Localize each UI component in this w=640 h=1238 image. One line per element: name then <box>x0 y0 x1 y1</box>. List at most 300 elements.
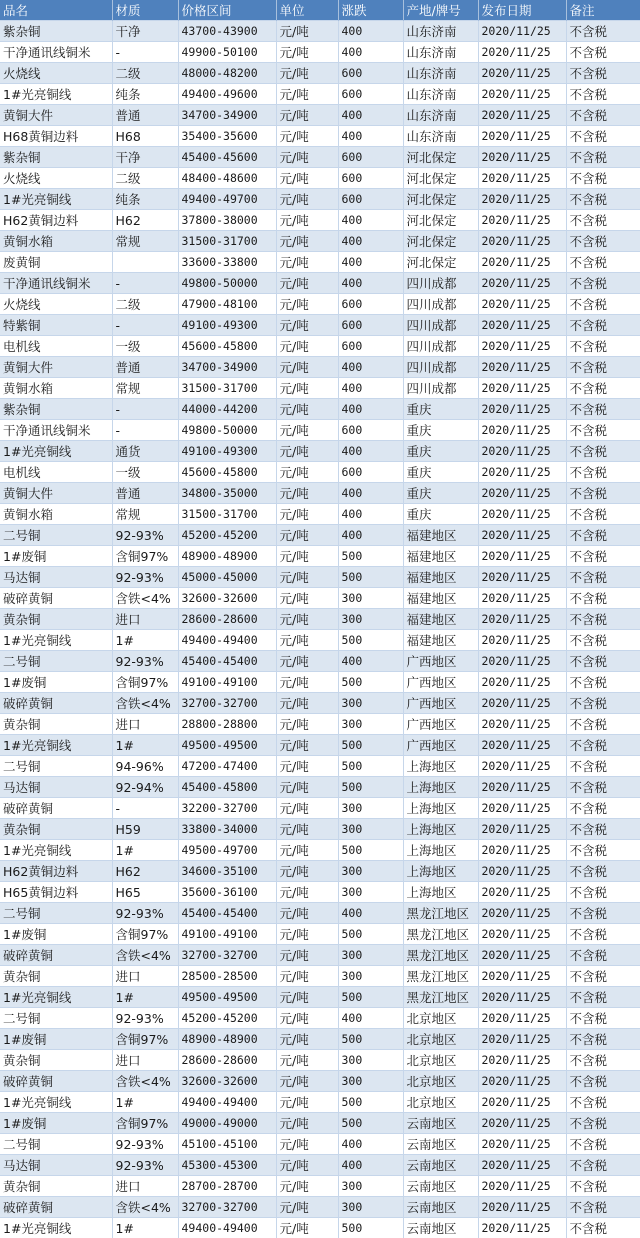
date-cell: 2020/11/25 <box>478 882 566 903</box>
price-range-cell: 49500-49700 <box>178 840 276 861</box>
product-name-cell: 破碎黄铜 <box>0 1197 112 1218</box>
unit-cell: 元/吨 <box>276 1134 338 1155</box>
price-range-cell: 34600-35100 <box>178 861 276 882</box>
product-name-cell: 黄杂铜 <box>0 1050 112 1071</box>
note-cell: 不含税 <box>566 840 640 861</box>
product-name-cell: 破碎黄铜 <box>0 798 112 819</box>
date-cell: 2020/11/25 <box>478 735 566 756</box>
unit-cell: 元/吨 <box>276 1218 338 1238</box>
date-cell: 2020/11/25 <box>478 315 566 336</box>
unit-cell: 元/吨 <box>276 798 338 819</box>
date-cell: 2020/11/25 <box>478 336 566 357</box>
origin-cell: 福建地区 <box>403 630 478 651</box>
note-cell: 不含税 <box>566 231 640 252</box>
price-range-cell: 49000-49000 <box>178 1113 276 1134</box>
note-cell: 不含税 <box>566 273 640 294</box>
change-cell: 600 <box>338 147 403 168</box>
product-name-cell: 1#光亮铜线 <box>0 840 112 861</box>
product-name-cell: 二号铜 <box>0 756 112 777</box>
unit-cell: 元/吨 <box>276 315 338 336</box>
note-cell: 不含税 <box>566 945 640 966</box>
change-cell: 500 <box>338 567 403 588</box>
unit-cell: 元/吨 <box>276 609 338 630</box>
origin-cell: 北京地区 <box>403 1029 478 1050</box>
product-name-cell: 马达铜 <box>0 1155 112 1176</box>
change-cell: 400 <box>338 105 403 126</box>
table-row <box>0 1071 640 1092</box>
product-name-cell: 1#废铜 <box>0 546 112 567</box>
origin-cell: 云南地区 <box>403 1218 478 1238</box>
note-cell: 不含税 <box>566 924 640 945</box>
date-cell: 2020/11/25 <box>478 1218 566 1238</box>
date-cell: 2020/11/25 <box>478 1050 566 1071</box>
product-name-cell: 火烧线 <box>0 168 112 189</box>
unit-cell: 元/吨 <box>276 525 338 546</box>
change-cell: 400 <box>338 1155 403 1176</box>
date-cell: 2020/11/25 <box>478 1197 566 1218</box>
material-cell: 含铁<4% <box>112 588 178 609</box>
product-name-cell: 1#光亮铜线 <box>0 84 112 105</box>
product-name-cell: 火烧线 <box>0 63 112 84</box>
unit-cell: 元/吨 <box>276 588 338 609</box>
origin-cell: 河北保定 <box>403 189 478 210</box>
product-name-cell: 火烧线 <box>0 294 112 315</box>
unit-cell: 元/吨 <box>276 441 338 462</box>
unit-cell: 元/吨 <box>276 147 338 168</box>
table-row <box>0 966 640 987</box>
table-row <box>0 84 640 105</box>
table-row <box>0 1008 640 1029</box>
note-cell: 不含税 <box>566 735 640 756</box>
header-unit: 单位 <box>276 0 338 21</box>
product-name-cell: 1#废铜 <box>0 1113 112 1134</box>
note-cell: 不含税 <box>566 1155 640 1176</box>
unit-cell: 元/吨 <box>276 966 338 987</box>
price-range-cell: 49100-49100 <box>178 924 276 945</box>
unit-cell: 元/吨 <box>276 756 338 777</box>
change-cell: 600 <box>338 84 403 105</box>
date-cell: 2020/11/25 <box>478 84 566 105</box>
material-cell: 干净 <box>112 147 178 168</box>
note-cell: 不含税 <box>566 777 640 798</box>
price-range-cell: 31500-31700 <box>178 504 276 525</box>
note-cell: 不含税 <box>566 315 640 336</box>
product-name-cell: 干净通讯线铜米 <box>0 420 112 441</box>
price-range-cell: 49100-49100 <box>178 672 276 693</box>
material-cell: 含铜97% <box>112 546 178 567</box>
note-cell: 不含税 <box>566 105 640 126</box>
origin-cell: 河北保定 <box>403 231 478 252</box>
unit-cell: 元/吨 <box>276 1050 338 1071</box>
table-row <box>0 42 640 63</box>
origin-cell: 河北保定 <box>403 210 478 231</box>
change-cell: 500 <box>338 1113 403 1134</box>
origin-cell: 广西地区 <box>403 672 478 693</box>
date-cell: 2020/11/25 <box>478 924 566 945</box>
price-range-cell: 28800-28800 <box>178 714 276 735</box>
table-row <box>0 1113 640 1134</box>
change-cell: 400 <box>338 378 403 399</box>
date-cell: 2020/11/25 <box>478 798 566 819</box>
product-name-cell: 黄杂铜 <box>0 966 112 987</box>
header-origin: 产地/牌号 <box>403 0 478 21</box>
table-row <box>0 525 640 546</box>
product-name-cell: 1#废铜 <box>0 924 112 945</box>
change-cell: 400 <box>338 126 403 147</box>
material-cell: 干净 <box>112 21 178 42</box>
table-row <box>0 462 640 483</box>
price-range-cell: 34700-34900 <box>178 357 276 378</box>
origin-cell: 黑龙江地区 <box>403 966 478 987</box>
note-cell: 不含税 <box>566 1008 640 1029</box>
origin-cell: 山东济南 <box>403 63 478 84</box>
origin-cell: 四川成都 <box>403 273 478 294</box>
change-cell: 500 <box>338 1092 403 1113</box>
unit-cell: 元/吨 <box>276 21 338 42</box>
unit-cell: 元/吨 <box>276 42 338 63</box>
table-row <box>0 840 640 861</box>
table-row <box>0 546 640 567</box>
material-cell: 含铜97% <box>112 1029 178 1050</box>
origin-cell: 四川成都 <box>403 378 478 399</box>
material-cell: 进口 <box>112 1176 178 1197</box>
product-name-cell: 1#废铜 <box>0 1029 112 1050</box>
header-row <box>0 0 640 21</box>
material-cell: - <box>112 42 178 63</box>
note-cell: 不含税 <box>566 609 640 630</box>
unit-cell: 元/吨 <box>276 630 338 651</box>
origin-cell: 福建地区 <box>403 525 478 546</box>
table-row <box>0 357 640 378</box>
product-name-cell: 二号铜 <box>0 1008 112 1029</box>
material-cell: 进口 <box>112 609 178 630</box>
origin-cell: 河北保定 <box>403 252 478 273</box>
change-cell: 400 <box>338 273 403 294</box>
date-cell: 2020/11/25 <box>478 126 566 147</box>
date-cell: 2020/11/25 <box>478 714 566 735</box>
change-cell: 400 <box>338 1008 403 1029</box>
unit-cell: 元/吨 <box>276 126 338 147</box>
table-row <box>0 567 640 588</box>
material-cell: - <box>112 273 178 294</box>
note-cell: 不含税 <box>566 1050 640 1071</box>
price-range-cell: 31500-31700 <box>178 231 276 252</box>
product-name-cell: 二号铜 <box>0 651 112 672</box>
date-cell: 2020/11/25 <box>478 903 566 924</box>
note-cell: 不含税 <box>566 420 640 441</box>
material-cell: 含铜97% <box>112 1113 178 1134</box>
unit-cell: 元/吨 <box>276 63 338 84</box>
price-range-cell: 45600-45800 <box>178 336 276 357</box>
change-cell: 300 <box>338 1176 403 1197</box>
material-cell: 进口 <box>112 714 178 735</box>
origin-cell: 北京地区 <box>403 1092 478 1113</box>
unit-cell: 元/吨 <box>276 189 338 210</box>
date-cell: 2020/11/25 <box>478 483 566 504</box>
note-cell: 不含税 <box>566 462 640 483</box>
date-cell: 2020/11/25 <box>478 42 566 63</box>
table-body <box>0 21 640 1238</box>
origin-cell: 黑龙江地区 <box>403 945 478 966</box>
date-cell: 2020/11/25 <box>478 987 566 1008</box>
material-cell: 含铜97% <box>112 924 178 945</box>
price-range-cell: 28700-28700 <box>178 1176 276 1197</box>
product-name-cell: 二号铜 <box>0 1134 112 1155</box>
product-name-cell: 二号铜 <box>0 525 112 546</box>
material-cell: 1# <box>112 1092 178 1113</box>
note-cell: 不含税 <box>566 1197 640 1218</box>
change-cell: 400 <box>338 903 403 924</box>
product-name-cell: 1#废铜 <box>0 672 112 693</box>
unit-cell: 元/吨 <box>276 399 338 420</box>
unit-cell: 元/吨 <box>276 105 338 126</box>
change-cell: 300 <box>338 882 403 903</box>
product-name-cell: 废黄铜 <box>0 252 112 273</box>
origin-cell: 重庆 <box>403 504 478 525</box>
price-range-cell: 32200-32700 <box>178 798 276 819</box>
material-cell: 纯条 <box>112 189 178 210</box>
origin-cell: 重庆 <box>403 462 478 483</box>
origin-cell: 云南地区 <box>403 1197 478 1218</box>
price-range-cell: 35600-36100 <box>178 882 276 903</box>
unit-cell: 元/吨 <box>276 336 338 357</box>
origin-cell: 福建地区 <box>403 567 478 588</box>
origin-cell: 四川成都 <box>403 357 478 378</box>
change-cell: 300 <box>338 861 403 882</box>
table-row <box>0 21 640 42</box>
unit-cell: 元/吨 <box>276 987 338 1008</box>
unit-cell: 元/吨 <box>276 735 338 756</box>
price-range-cell: 34800-35000 <box>178 483 276 504</box>
table-row <box>0 672 640 693</box>
unit-cell: 元/吨 <box>276 357 338 378</box>
unit-cell: 元/吨 <box>276 567 338 588</box>
note-cell: 不含税 <box>566 903 640 924</box>
product-name-cell: 1#光亮铜线 <box>0 1218 112 1238</box>
material-cell: 92-93% <box>112 1155 178 1176</box>
note-cell: 不含税 <box>566 819 640 840</box>
product-name-cell: 黄铜水箱 <box>0 504 112 525</box>
change-cell: 400 <box>338 525 403 546</box>
note-cell: 不含税 <box>566 966 640 987</box>
material-cell: 普通 <box>112 105 178 126</box>
product-name-cell: 1#光亮铜线 <box>0 1092 112 1113</box>
price-range-cell: 45100-45100 <box>178 1134 276 1155</box>
date-cell: 2020/11/25 <box>478 1176 566 1197</box>
date-cell: 2020/11/25 <box>478 21 566 42</box>
material-cell: 含铁<4% <box>112 945 178 966</box>
price-range-cell: 37800-38000 <box>178 210 276 231</box>
note-cell: 不含税 <box>566 714 640 735</box>
price-range-cell: 33600-33800 <box>178 252 276 273</box>
note-cell: 不含税 <box>566 861 640 882</box>
origin-cell: 山东济南 <box>403 105 478 126</box>
price-range-cell: 45000-45000 <box>178 567 276 588</box>
origin-cell: 黑龙江地区 <box>403 903 478 924</box>
date-cell: 2020/11/25 <box>478 294 566 315</box>
table-row <box>0 1134 640 1155</box>
note-cell: 不含税 <box>566 882 640 903</box>
header-material: 材质 <box>112 0 178 21</box>
change-cell: 300 <box>338 819 403 840</box>
origin-cell: 云南地区 <box>403 1176 478 1197</box>
table-row <box>0 105 640 126</box>
table-row <box>0 441 640 462</box>
change-cell: 300 <box>338 1071 403 1092</box>
date-cell: 2020/11/25 <box>478 210 566 231</box>
material-cell: 1# <box>112 630 178 651</box>
note-cell: 不含税 <box>566 336 640 357</box>
date-cell: 2020/11/25 <box>478 441 566 462</box>
origin-cell: 上海地区 <box>403 861 478 882</box>
product-name-cell: 1#光亮铜线 <box>0 735 112 756</box>
date-cell: 2020/11/25 <box>478 525 566 546</box>
change-cell: 300 <box>338 714 403 735</box>
price-range-cell: 49400-49700 <box>178 189 276 210</box>
material-cell: 含铁<4% <box>112 1071 178 1092</box>
origin-cell: 福建地区 <box>403 609 478 630</box>
date-cell: 2020/11/25 <box>478 399 566 420</box>
product-name-cell: 干净通讯线铜米 <box>0 42 112 63</box>
origin-cell: 重庆 <box>403 441 478 462</box>
price-range-cell: 45400-45800 <box>178 777 276 798</box>
date-cell: 2020/11/25 <box>478 777 566 798</box>
material-cell: H59 <box>112 819 178 840</box>
table-row <box>0 252 640 273</box>
note-cell: 不含税 <box>566 294 640 315</box>
material-cell: 含铁<4% <box>112 693 178 714</box>
change-cell: 600 <box>338 462 403 483</box>
unit-cell: 元/吨 <box>276 903 338 924</box>
origin-cell: 北京地区 <box>403 1008 478 1029</box>
origin-cell: 云南地区 <box>403 1134 478 1155</box>
table-row <box>0 504 640 525</box>
product-name-cell: 1#光亮铜线 <box>0 189 112 210</box>
change-cell: 400 <box>338 441 403 462</box>
price-range-cell: 35400-35600 <box>178 126 276 147</box>
origin-cell: 河北保定 <box>403 168 478 189</box>
note-cell: 不含税 <box>566 1092 640 1113</box>
material-cell <box>112 252 178 273</box>
table-row <box>0 798 640 819</box>
change-cell: 300 <box>338 966 403 987</box>
origin-cell: 山东济南 <box>403 126 478 147</box>
unit-cell: 元/吨 <box>276 924 338 945</box>
price-range-cell: 47200-47400 <box>178 756 276 777</box>
product-name-cell: 破碎黄铜 <box>0 693 112 714</box>
table-row <box>0 378 640 399</box>
note-cell: 不含税 <box>566 147 640 168</box>
product-name-cell: 1#光亮铜线 <box>0 630 112 651</box>
change-cell: 500 <box>338 630 403 651</box>
price-range-cell: 32600-32600 <box>178 1071 276 1092</box>
note-cell: 不含税 <box>566 168 640 189</box>
note-cell: 不含税 <box>566 126 640 147</box>
material-cell: H68 <box>112 126 178 147</box>
note-cell: 不含税 <box>566 483 640 504</box>
material-cell: 92-93% <box>112 1008 178 1029</box>
table-row <box>0 777 640 798</box>
price-range-cell: 49400-49400 <box>178 1092 276 1113</box>
material-cell: 含铁<4% <box>112 1197 178 1218</box>
note-cell: 不含税 <box>566 210 640 231</box>
note-cell: 不含税 <box>566 399 640 420</box>
origin-cell: 山东济南 <box>403 21 478 42</box>
note-cell: 不含税 <box>566 42 640 63</box>
change-cell: 500 <box>338 987 403 1008</box>
price-range-cell: 49400-49400 <box>178 630 276 651</box>
material-cell: 二级 <box>112 63 178 84</box>
change-cell: 400 <box>338 651 403 672</box>
unit-cell: 元/吨 <box>276 1197 338 1218</box>
unit-cell: 元/吨 <box>276 882 338 903</box>
origin-cell: 四川成都 <box>403 315 478 336</box>
origin-cell: 上海地区 <box>403 798 478 819</box>
date-cell: 2020/11/25 <box>478 357 566 378</box>
material-cell: 普通 <box>112 357 178 378</box>
change-cell: 400 <box>338 357 403 378</box>
date-cell: 2020/11/25 <box>478 147 566 168</box>
origin-cell: 黑龙江地区 <box>403 987 478 1008</box>
table-row <box>0 1029 640 1050</box>
unit-cell: 元/吨 <box>276 210 338 231</box>
note-cell: 不含税 <box>566 693 640 714</box>
origin-cell: 广西地区 <box>403 714 478 735</box>
price-range-cell: 43700-43900 <box>178 21 276 42</box>
note-cell: 不含税 <box>566 630 640 651</box>
price-range-cell: 45400-45400 <box>178 651 276 672</box>
change-cell: 500 <box>338 777 403 798</box>
unit-cell: 元/吨 <box>276 504 338 525</box>
price-range-cell: 44000-44200 <box>178 399 276 420</box>
material-cell: 进口 <box>112 1050 178 1071</box>
product-name-cell: 黄铜大件 <box>0 105 112 126</box>
change-cell: 500 <box>338 1029 403 1050</box>
unit-cell: 元/吨 <box>276 1008 338 1029</box>
table-row <box>0 63 640 84</box>
change-cell: 500 <box>338 1218 403 1238</box>
origin-cell: 重庆 <box>403 420 478 441</box>
origin-cell: 福建地区 <box>403 546 478 567</box>
header-product-name: 品名 <box>0 0 112 21</box>
change-cell: 300 <box>338 1050 403 1071</box>
material-cell: 普通 <box>112 483 178 504</box>
change-cell: 600 <box>338 420 403 441</box>
material-cell: 二级 <box>112 294 178 315</box>
price-range-cell: 47900-48100 <box>178 294 276 315</box>
date-cell: 2020/11/25 <box>478 945 566 966</box>
change-cell: 400 <box>338 1134 403 1155</box>
product-name-cell: 黄杂铜 <box>0 819 112 840</box>
product-name-cell: 黄杂铜 <box>0 1176 112 1197</box>
origin-cell: 云南地区 <box>403 1113 478 1134</box>
date-cell: 2020/11/25 <box>478 1155 566 1176</box>
date-cell: 2020/11/25 <box>478 1113 566 1134</box>
unit-cell: 元/吨 <box>276 294 338 315</box>
change-cell: 300 <box>338 609 403 630</box>
note-cell: 不含税 <box>566 63 640 84</box>
table-row <box>0 294 640 315</box>
price-range-cell: 32600-32600 <box>178 588 276 609</box>
price-range-cell: 45200-45200 <box>178 525 276 546</box>
note-cell: 不含税 <box>566 252 640 273</box>
origin-cell: 河北保定 <box>403 147 478 168</box>
table-row <box>0 882 640 903</box>
unit-cell: 元/吨 <box>276 1092 338 1113</box>
note-cell: 不含税 <box>566 567 640 588</box>
product-name-cell: 黄杂铜 <box>0 609 112 630</box>
material-cell: 1# <box>112 1218 178 1238</box>
